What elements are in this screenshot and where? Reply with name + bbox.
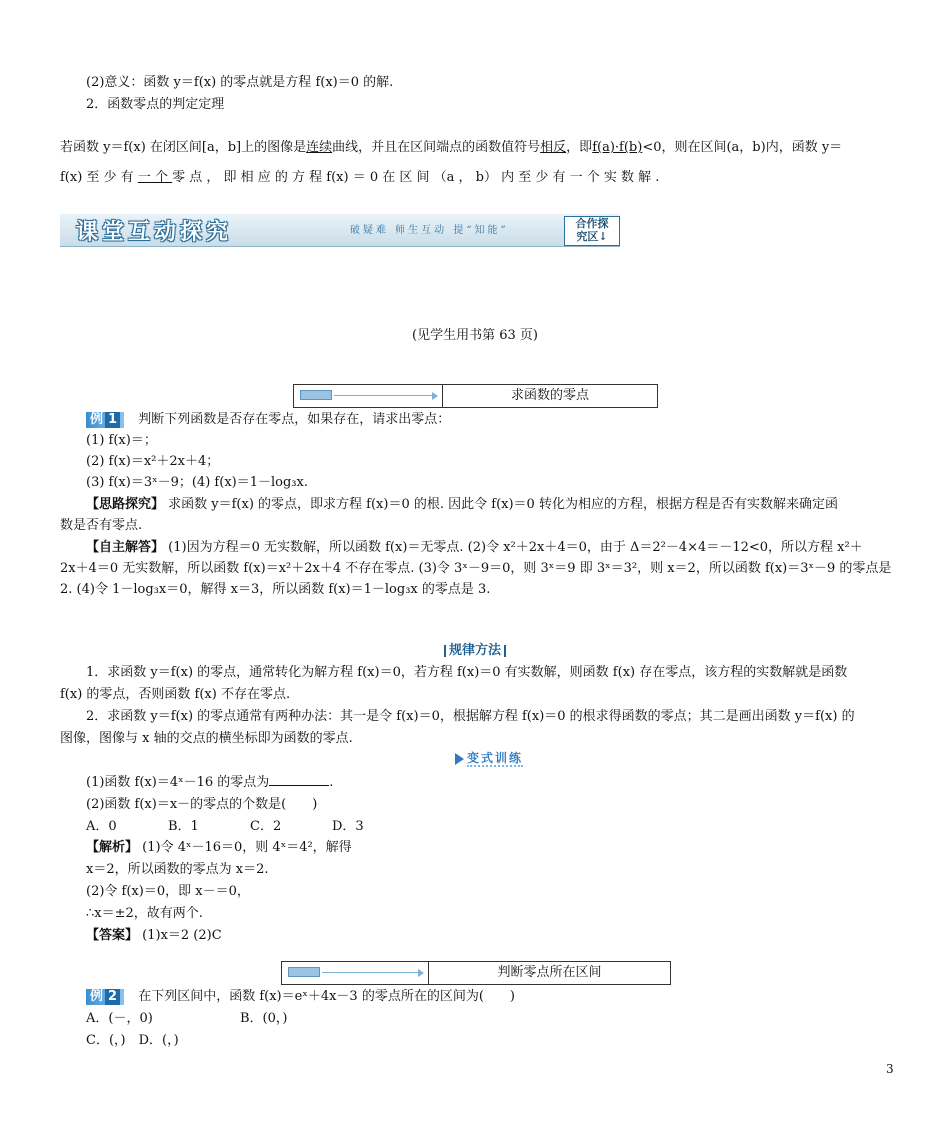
example-2-prompt: 在下列区间中，函数 f(x)＝eˣ＋4x－3 的零点所在的区间为( ) xyxy=(138,989,515,1004)
training-q1-text: (1)函数 f(x)＝4ˣ－16 的零点为 xyxy=(86,775,270,790)
theorem-underline-continuous: 连续 xyxy=(306,140,333,155)
method-p2-line-1: 2．求函数 y＝f(x) 的零点通常有两种办法：其一是令 f(x)＝0，根据解方程 f(x)＝0 的根求得函数的零点；其二是画出函数 y＝f(x) 的 xyxy=(86,709,855,724)
theorem-text: <0，则在区间(a，b)内，函数 y＝ xyxy=(642,140,843,155)
example-1-prompt-line xyxy=(86,410,921,430)
solution-label: 【解析】 xyxy=(86,840,139,855)
training-title: 变式训练 xyxy=(467,751,524,765)
topic-box-1 xyxy=(293,384,658,408)
training-q1-end: . xyxy=(329,775,334,790)
answer-blank[interactable] xyxy=(269,773,329,786)
example-1-label xyxy=(86,412,124,428)
page-number: 3 xyxy=(886,1062,894,1076)
triangle-icon xyxy=(455,753,464,765)
example-2-options-cd: C．(，) D．(，) xyxy=(86,1033,179,1048)
theorem-text: ，即 xyxy=(566,140,593,155)
key-text: (1)x＝2 (2)C xyxy=(138,928,222,943)
example-2-options-ab xyxy=(86,1009,921,1029)
method-title: 规律方法 xyxy=(448,643,501,658)
option-b: B．(0，) xyxy=(240,1011,288,1026)
section-heading: 2．函数零点的判定定理 xyxy=(86,97,225,112)
training-heading xyxy=(455,749,523,767)
training-q1 xyxy=(86,773,921,793)
training-options xyxy=(86,817,921,837)
method-p2-line-2: 图像，图像与 x 轴的交点的横坐标即为函数的零点. xyxy=(60,731,353,746)
option-d: D．3 xyxy=(332,819,364,834)
topic-tag-icon xyxy=(300,390,332,400)
topic-title-2: 判断零点所在区间 xyxy=(497,965,602,980)
book-reference: (见学生用书第 63 页) xyxy=(412,328,538,343)
method-p1-line-1: 1．求函数 y＝f(x) 的零点，通常转化为解方程 f(x)＝0，若方程 f(x)＝0 有实数解，则函数 f(x) 存在零点，该方程的实数解就是函数 xyxy=(86,665,848,680)
theorem-text: 若函数 y＝f(x) 在闭区间[a，b]上的图像是 xyxy=(60,140,307,155)
example-label-text: 例 xyxy=(90,989,104,1004)
theorem-line-1 xyxy=(60,138,895,158)
idea-label: 【思路探究】 xyxy=(86,497,165,512)
answer-line-3: 2. (4)令 1－log₃x＝0，解得 x＝3，所以函数 f(x)＝1－log₃x 的零点是 3. xyxy=(60,582,491,597)
theorem-text: 曲线，并且在区间端点的函数值符号 xyxy=(332,140,541,155)
theorem-underline-opposite: 相反 xyxy=(540,140,567,155)
theorem-text: f(x) 至 少 有 xyxy=(60,170,138,185)
idea-text: 求函数 y＝f(x) 的零点，即求方程 f(x)＝0 的根. 因此令 f(x)＝0 转化为相应的方程，根据方程是否有实数解来确定函 xyxy=(164,497,838,512)
option-a: A．(－，0) xyxy=(86,1011,153,1026)
topic-title-1: 求函数的零点 xyxy=(510,388,589,403)
example-label-text: 例 xyxy=(90,412,104,427)
bar-right-icon xyxy=(504,645,506,657)
arrow-right-icon xyxy=(432,392,438,400)
topic-arrow-decoration xyxy=(294,385,443,407)
example-1-item-2: (2) f(x)＝x²＋2x＋4； xyxy=(86,454,220,469)
option-b: B．1 xyxy=(168,819,199,834)
answer-line-2: 2x＋4＝0 无实数解，所以函数 f(x)＝x²＋2x＋4 不存在零点. (3)令 3ˣ－9＝0，则 3ˣ＝9 即 3ˣ＝3²，则 x＝2，所以函数 f(x)＝3ˣ－9 的零点是 xyxy=(60,561,892,576)
answer-line-1 xyxy=(86,538,921,558)
banner-box-label: 合作探 究区↓ xyxy=(575,217,609,243)
topic-box-2 xyxy=(281,961,671,985)
example-1-item-3: (3) f(x)＝3ˣ－9；(4) f(x)＝1－log₃x. xyxy=(86,475,308,490)
banner-slogan: 破疑难 师生互动 提“知能” xyxy=(350,225,509,236)
answer-label: 【自主解答】 xyxy=(86,540,165,555)
option-c: C．2 xyxy=(250,819,282,834)
example-number: 1 xyxy=(105,412,120,428)
idea-line-1 xyxy=(86,495,921,515)
option-a: A．0 xyxy=(86,819,117,834)
method-heading xyxy=(0,641,950,661)
example-2-prompt-line xyxy=(86,987,921,1007)
theorem-text: 零 点 ， 即 相 应 的 方 程 f(x) ＝ 0 在 区 间 （a ， b） 内 至 少 有 一 个 实 数 解 . xyxy=(172,170,660,185)
example-1-item-1: (1) f(x)＝； xyxy=(86,433,157,448)
arrow-line xyxy=(322,972,422,973)
solution-line-3: (2)令 f(x)＝0，即 x－＝0， xyxy=(86,884,250,899)
key-label: 【答案】 xyxy=(86,928,139,943)
theorem-line-2 xyxy=(60,168,895,188)
banner-box[interactable] xyxy=(564,216,620,246)
topic-tag-icon xyxy=(288,967,320,977)
arrow-line xyxy=(334,395,436,396)
example-number: 2 xyxy=(105,989,120,1005)
section-banner xyxy=(60,214,620,247)
theorem-underline-product: f(a)·f(b) xyxy=(592,140,643,155)
key-line xyxy=(86,926,921,946)
solution-line-1 xyxy=(86,838,921,858)
theorem-underline-one: 一 个 xyxy=(137,170,173,185)
idea-line-2: 数是否有零点. xyxy=(60,518,143,533)
arrow-right-icon xyxy=(418,969,424,977)
solution-line-2: x＝2，所以函数的零点为 x＝2. xyxy=(86,862,269,877)
example-2-label xyxy=(86,989,124,1005)
solution-text: (1)令 4ˣ－16＝0，则 4ˣ＝4²，解得 xyxy=(138,840,352,855)
banner-title: 课堂互动探究 xyxy=(76,219,233,245)
definition-line: (2)意义：函数 y＝f(x) 的零点就是方程 f(x)＝0 的解. xyxy=(86,75,394,90)
training-q2: (2)函数 f(x)＝x－的零点的个数是( ) xyxy=(86,797,318,812)
bar-left-icon xyxy=(444,645,446,657)
example-1-prompt: 判断下列函数是否存在零点，如果存在，请求出零点： xyxy=(138,412,451,427)
topic-arrow-decoration xyxy=(282,962,429,984)
method-p1-line-2: f(x) 的零点，否则函数 f(x) 不存在零点. xyxy=(60,687,291,702)
solution-line-4: ∴x＝±2，故有两个. xyxy=(86,906,203,921)
answer-text: (1)因为方程＝0 无实数解，所以函数 f(x)＝无零点. (2)令 x²＋2x＋4＝0，由于 Δ＝2²－4×4＝－12<0，所以方程 x²＋ xyxy=(164,540,863,555)
